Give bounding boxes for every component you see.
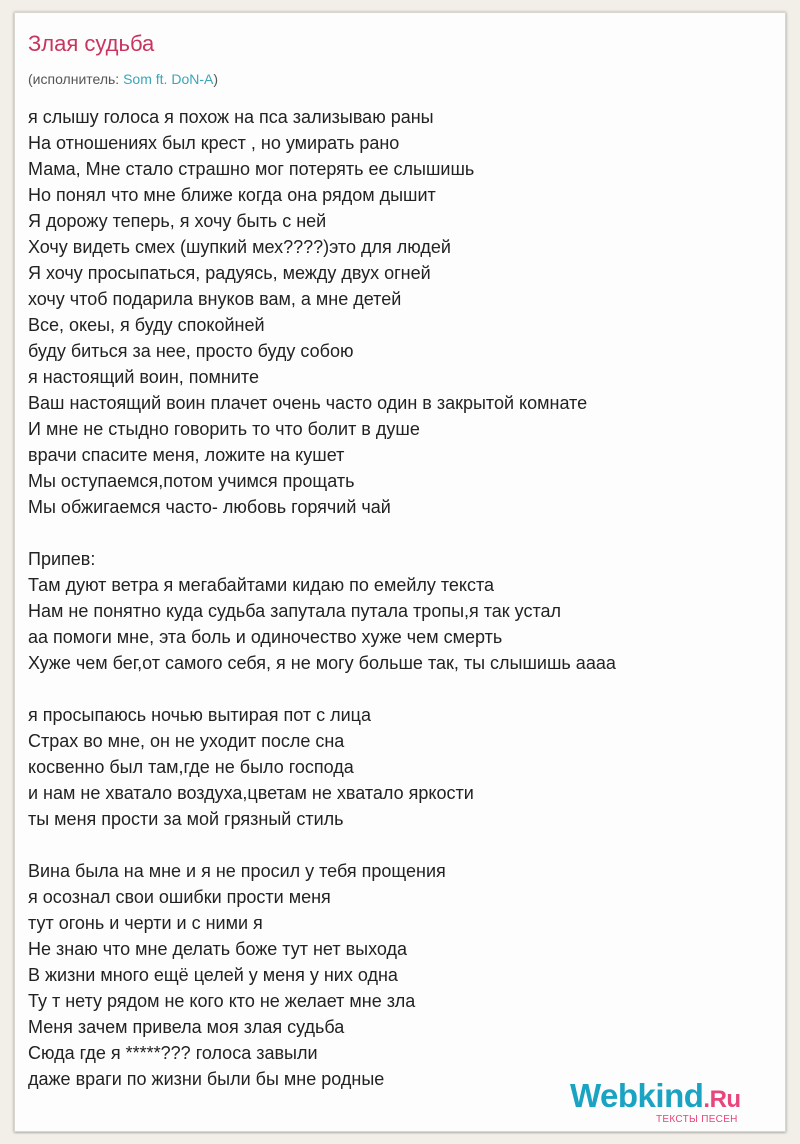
lyric-line: Хочу видеть смех (шупкий мех????)это для людей [28,237,451,257]
lyric-line: врачи спасите меня, ложите на кушет [28,445,345,465]
lyric-line: Мы обжигаемся часто- любовь горячий чай [28,497,391,517]
lyric-line: Но понял что мне ближе когда она рядом дышит [28,185,436,205]
lyric-line: и нам не хватало воздуха,цветам не хватало яркости [28,783,474,803]
lyric-line: я просыпаюсь ночью вытирая пот с лица [28,705,371,725]
lyric-line: Мама, Мне стало страшно мог потерять ее слышишь [28,159,475,179]
lyric-line: аа помоги мне, эта боль и одиночество хуже чем смерть [28,627,503,647]
lyric-line: Мы оступаемся,потом учимся прощать [28,471,355,491]
lyric-line: Припев: [28,549,96,569]
lyric-line: тут огонь и черти и с ними я [28,913,263,933]
lyric-line: Не знаю что мне делать боже тут нет выхода [28,939,408,959]
song-title: Злая судьба [28,31,155,56]
lyric-line: я слышу голоса я похож на пса зализываю раны [28,107,434,127]
lyric-line: Страх во мне, он не уходит после сна [28,731,345,751]
lyric-line: Нам не понятно куда судьба запутала путала тропы,я так устал [28,601,562,621]
lyric-line: Я хочу просыпаться, радуясь, между двух огней [28,263,431,283]
logo-main-text: Webkind [570,1077,704,1114]
lyric-line: я настоящий воин, помните [28,367,259,387]
artist-suffix: ) [213,71,219,87]
lyric-line: Все, океы, я буду спокойней [28,315,265,335]
lyric-line: Я дорожу теперь, я хочу быть с ней [28,211,327,231]
lyric-line: На отношениях был крест , но умирать рано [28,133,400,153]
lyric-line: даже враги по жизни были бы мне родные [28,1069,385,1089]
artist-link[interactable]: Som ft. DoN-A [123,71,214,87]
artist-prefix: (исполнитель: [28,71,124,87]
artist-line [28,70,218,88]
lyric-line: Ту т нету рядом не кого кто не желает мне зла [28,991,416,1011]
lyric-line: косвенно был там,где не было господа [28,757,354,777]
lyric-line: Хуже чем бег,от самого себя, я не могу больше так, ты слышишь аааа [28,653,616,673]
lyric-line: Сюда где я *****??? голоса завыли [28,1043,318,1063]
lyric-line: я осознал свои ошибки прости меня [28,887,331,907]
logo-tld-text: .Ru [703,1086,741,1113]
lyric-line: Ваш настоящий воин плачет очень часто один в закрытой комнате [28,393,588,413]
lyric-line: И мне не стыдно говорить то что болит в душе [28,419,420,439]
logo-tagline: ТЕКСТЫ ПЕСЕН [656,1114,738,1125]
lyric-line: Меня зачем привела моя злая судьба [28,1017,345,1037]
lyric-line: Там дуют ветра я мегабайтами кидаю по емейлу текста [28,575,495,595]
lyric-line: ты меня прости за мой грязный стиль [28,809,344,829]
lyric-line: буду биться за нее, просто буду собою [28,341,354,361]
lyrics-body [28,104,758,1092]
stanza-gap [28,520,758,546]
lyric-line: В жизни много ещё целей у меня у них одна [28,965,398,985]
lyric-line: хочу чтоб подарила внуков вам, а мне детей [28,289,402,309]
stanza-gap [28,832,758,858]
stanza-gap [28,676,758,702]
lyric-line: Вина была на мне и я не просил у тебя прощения [28,861,446,881]
